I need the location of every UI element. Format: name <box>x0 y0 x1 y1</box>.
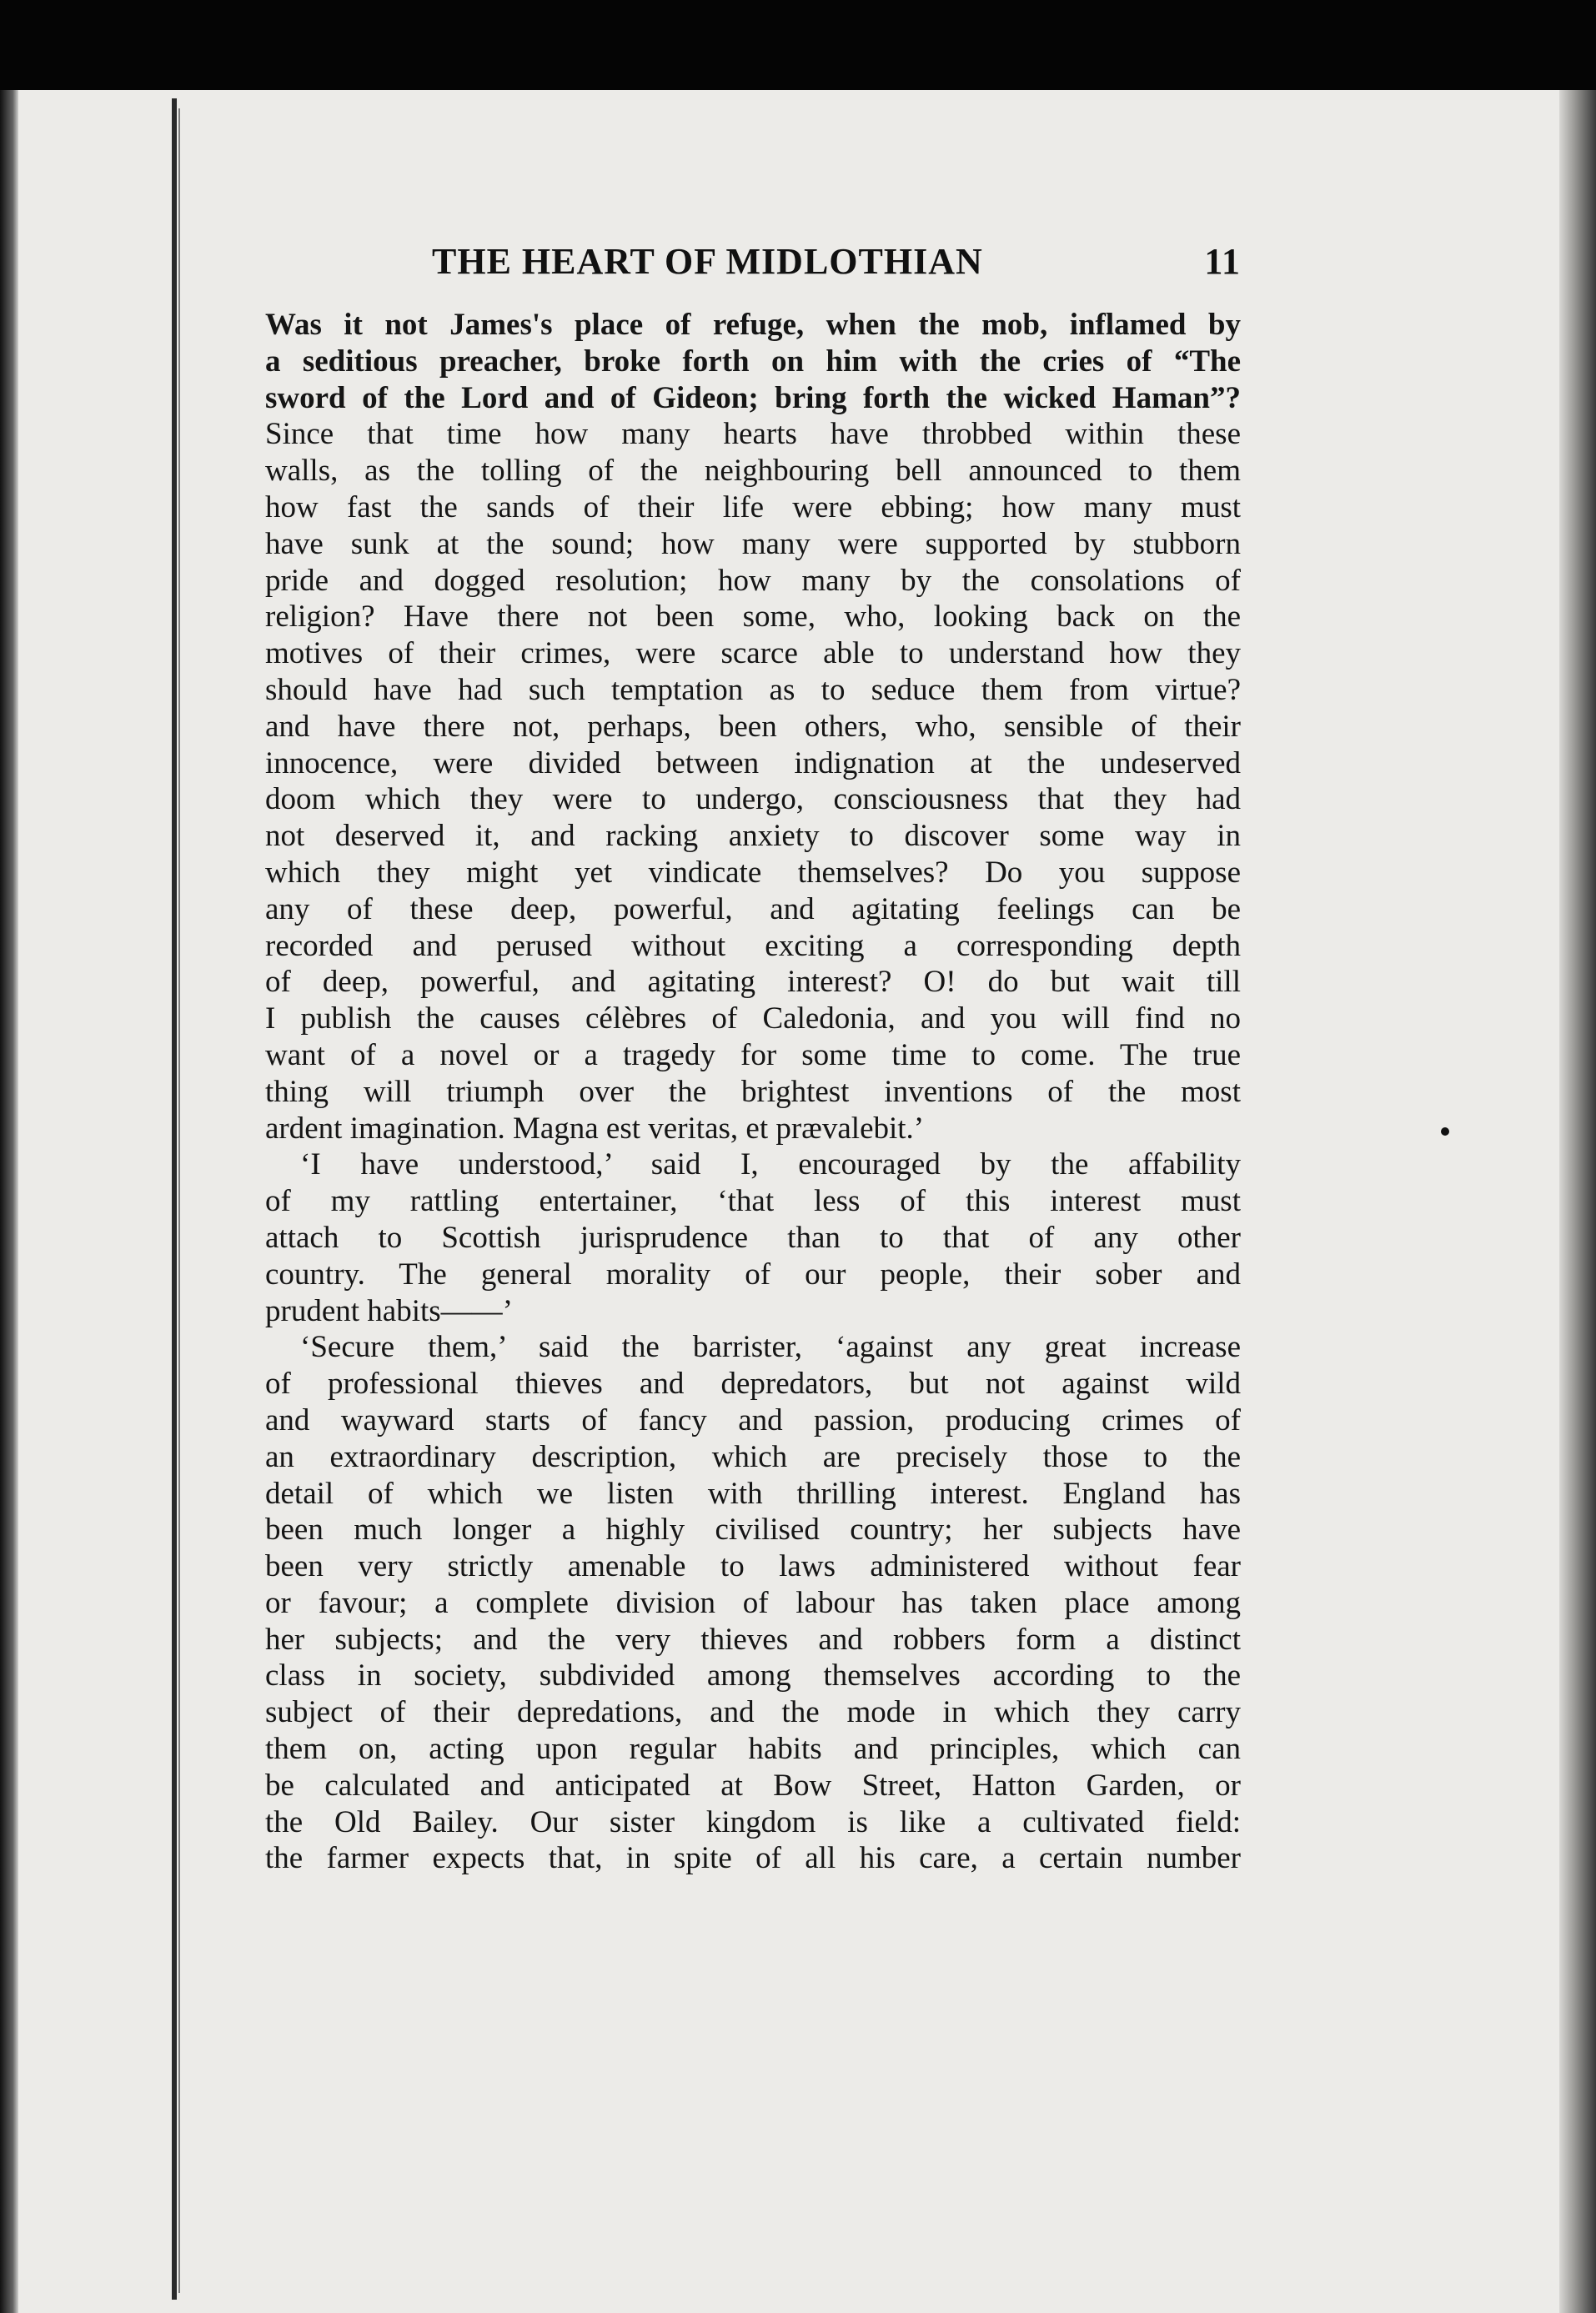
text-line: ardent imagination. Magna est veritas, et prævalebit.’ <box>265 1111 925 1146</box>
text-line: doom which they were to undergo, consciousness that they had <box>265 782 1241 817</box>
page-number: 11 <box>1204 241 1241 282</box>
text-line: should have had such temptation as to seduce them from virtue? <box>265 672 1241 707</box>
text-line: attach to Scottish jurisprudence than to that of any other <box>265 1220 1241 1255</box>
text-line: her subjects; and the very thieves and robbers form a distinct <box>265 1622 1241 1657</box>
text-line: a seditious preacher, broke forth on him with the cries of “The <box>265 344 1241 379</box>
text-line: of professional thieves and depredators, but not against wild <box>265 1367 1241 1402</box>
text-line: of deep, powerful, and agitating interest? O! do but wait till <box>265 965 1241 1000</box>
gutter-line <box>172 98 177 2300</box>
text-line: innocence, were divided between indignation at the undeserved <box>265 745 1241 780</box>
page-right-shadow <box>1559 90 1596 2313</box>
text-line: prudent habits——’ <box>265 1293 513 1328</box>
body-text <box>265 307 1241 1877</box>
text-line: the Old Bailey. Our sister kingdom is like a cultivated field: <box>265 1804 1241 1839</box>
running-header <box>265 233 1241 292</box>
text-line: been much longer a highly civilised country; her subjects have <box>265 1513 1241 1548</box>
scan-speck <box>1441 1127 1449 1136</box>
text-line: recorded and perused without exciting a corresponding depth <box>265 928 1241 963</box>
text-line: subject of their depredations, and the mode in which they carry <box>265 1695 1241 1730</box>
running-title: THE HEART OF MIDLOTHIAN <box>432 241 983 282</box>
text-line: Was it not James's place of refuge, when the mob, inflamed by <box>265 308 1241 342</box>
text-line: them on, acting upon regular habits and principles, which can <box>265 1732 1241 1767</box>
page-left-edge <box>0 90 18 2313</box>
text-line: pride and dogged resolution; how many by the consolations of <box>265 563 1241 598</box>
text-line: I publish the causes célèbres of Caledonia, and you will find no <box>265 1001 1241 1036</box>
text-line: country. The general morality of our people, their sober and <box>265 1257 1241 1292</box>
text-line: religion? Have there not been some, who, looking back on the <box>265 600 1241 635</box>
text-line: want of a novel or a tragedy for some time to come. The true <box>265 1037 1241 1072</box>
text-line: and wayward starts of fancy and passion, producing crimes of <box>265 1402 1241 1437</box>
text-line: and have there not, perhaps, been others, who, sensible of their <box>265 709 1241 744</box>
text-line: class in society, subdivided among themselves according to the <box>265 1658 1241 1693</box>
text-line: how fast the sands of their life were ebbing; how many must <box>265 489 1241 524</box>
text-line: been very strictly amenable to laws administered without fear <box>265 1549 1241 1584</box>
text-line: the farmer expects that, in spite of all his care, a certain number <box>265 1841 1241 1876</box>
text-line: sword of the Lord and of Gideon; bring forth the wicked Haman”? <box>265 380 1241 415</box>
text-line: of my rattling entertainer, ‘that less of this interest must <box>265 1184 1241 1219</box>
text-line: detail of which we listen with thrilling interest. England has <box>265 1476 1241 1511</box>
text-line: not deserved it, and racking anxiety to discover some way in <box>265 819 1241 854</box>
gutter-line-secondary <box>178 108 180 2293</box>
text-line: which they might yet vindicate themselves? Do you suppose <box>265 855 1241 890</box>
text-line: Since that time how many hearts have throbbed within these <box>265 417 1241 452</box>
text-line: be calculated and anticipated at Bow Street, Hatton Garden, or <box>265 1768 1241 1803</box>
text-line: any of these deep, powerful, and agitating feelings can be <box>265 891 1241 926</box>
text-line: or favour; a complete division of labour has taken place among <box>265 1585 1241 1620</box>
text-line: thing will triumph over the brightest inventions of the most <box>265 1074 1241 1109</box>
text-line: an extraordinary description, which are precisely those to the <box>265 1439 1241 1474</box>
text-line: ‘Secure them,’ said the barrister, ‘against any great increase <box>300 1330 1241 1365</box>
text-line: walls, as the tolling of the neighbouring bell announced to them <box>265 454 1241 489</box>
text-line: have sunk at the sound; how many were supported by stubborn <box>265 526 1241 561</box>
text-line: motives of their crimes, were scarce able to understand how they <box>265 636 1241 671</box>
text-line: ‘I have understood,’ said I, encouraged by the affability <box>300 1147 1241 1182</box>
